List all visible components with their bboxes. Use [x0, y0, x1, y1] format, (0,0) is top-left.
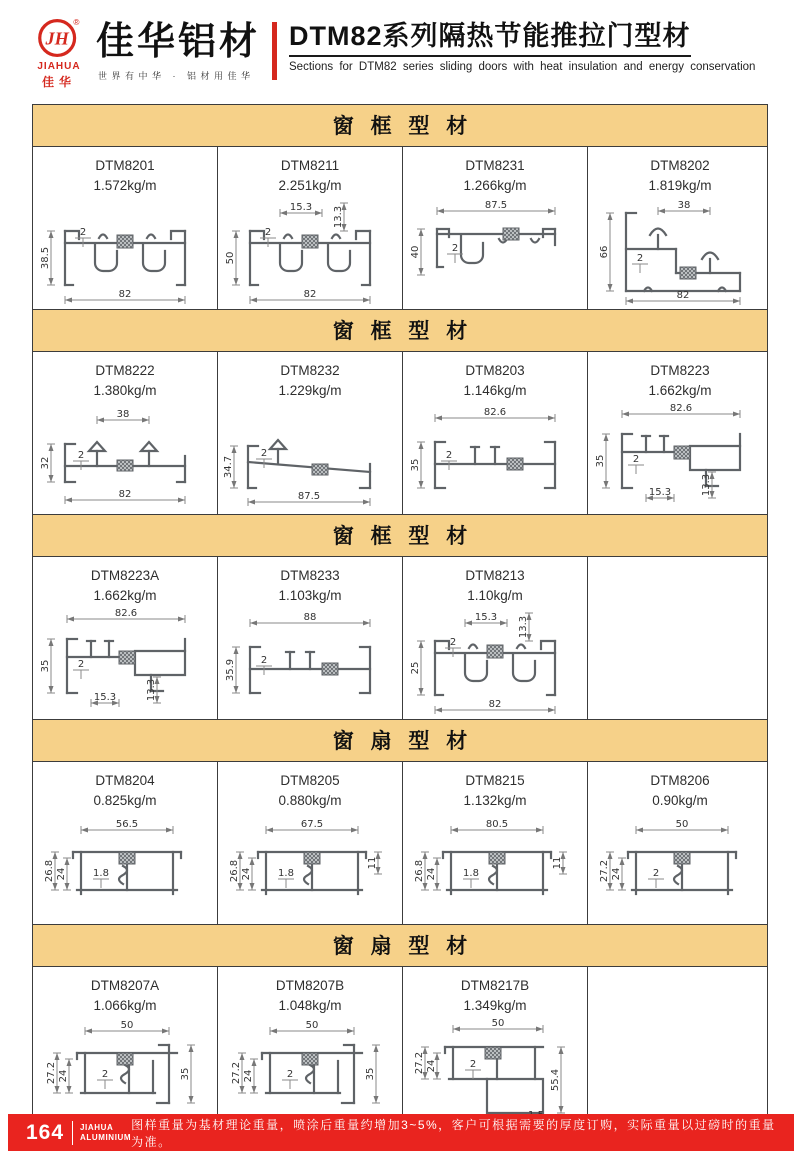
profile-cell	[588, 762, 772, 924]
profile-code: DTM8211	[280, 158, 340, 173]
dim-label: 24	[241, 867, 252, 880]
profile-drawing	[218, 812, 402, 924]
dim-label: 13.3	[518, 615, 529, 638]
dim-label: 80.5	[485, 818, 509, 830]
dim-label: 24	[243, 1069, 254, 1082]
dim-label: 82.6	[483, 406, 507, 418]
dim-label: 50	[675, 818, 689, 830]
profile-weight: 1.146kg/m	[463, 383, 527, 399]
dim-label: 24	[426, 867, 437, 880]
profile-cell	[403, 147, 588, 309]
profile-weight: 1.349kg/m	[463, 998, 527, 1014]
dim-label: 15.3	[648, 486, 672, 498]
dim-label: 24	[426, 1059, 437, 1072]
profile-cell	[588, 352, 772, 514]
profile-drawing	[33, 1017, 217, 1129]
profile-code: DTM8223	[650, 363, 710, 378]
dim-label: 2	[652, 867, 660, 879]
page-footer	[8, 1114, 794, 1151]
dim-label: 25	[410, 661, 421, 674]
footer-note: 图样重量为基材理论重量，喷涂后重量约增加3~5%，客户可根据需要的厚度订购，实际重量以过磅时的重量为准。	[131, 1117, 776, 1149]
section-title: 窗扇型材	[332, 730, 484, 753]
profile-drawing	[403, 812, 587, 924]
section-header	[32, 720, 768, 762]
jiahua-logo-icon	[37, 16, 81, 60]
footer-brand-line2: ALUMINIUM	[79, 1132, 132, 1142]
profile-drawing	[403, 402, 587, 514]
dim-label: 40	[410, 245, 421, 258]
dim-label: 2	[469, 1058, 477, 1070]
dim-label: 2	[79, 226, 87, 238]
registered-mark: ®	[73, 18, 80, 28]
dim-label: 2	[449, 636, 457, 648]
section-header	[32, 925, 768, 967]
dim-label: 1.8	[463, 867, 479, 879]
section-row	[32, 352, 768, 515]
dim-label: 82	[118, 288, 132, 300]
profile-drawing	[218, 1017, 402, 1129]
dim-label: 50	[120, 1019, 134, 1031]
dim-label: 82	[676, 289, 690, 301]
company-block	[96, 16, 260, 82]
dim-label: 66	[599, 245, 610, 258]
profile-code: DTM8205	[280, 773, 340, 788]
section-header	[32, 310, 768, 352]
dim-label: 2	[636, 252, 644, 264]
dim-label: 50	[225, 251, 236, 264]
profile-section	[32, 104, 768, 310]
dim-label: 15.3	[474, 611, 498, 623]
profile-code: DTM8215	[465, 773, 525, 788]
section-header	[32, 104, 768, 147]
profile-cell	[33, 557, 218, 719]
profile-code: DTM8207A	[90, 978, 160, 993]
dim-label: 2	[260, 654, 268, 666]
dim-label: 2	[445, 449, 453, 461]
profile-weight: 0.880kg/m	[278, 793, 342, 809]
dim-label: 35	[595, 454, 606, 467]
page-header	[0, 0, 800, 100]
profile-cell	[33, 762, 218, 924]
profile-weight: 1.380kg/m	[93, 383, 157, 399]
dim-label: 67.5	[300, 818, 324, 830]
profile-drawing	[218, 197, 402, 309]
profile-drawing	[218, 402, 402, 514]
dim-label: 87.5	[297, 490, 321, 502]
dim-label: 38	[677, 199, 691, 211]
profile-weight: 1.572kg/m	[93, 178, 157, 194]
dim-label: 24	[58, 1069, 69, 1082]
profile-code: DTM8201	[95, 158, 155, 173]
profile-table	[32, 104, 768, 1144]
dim-label: 27.2	[414, 1051, 425, 1074]
header-divider	[272, 22, 277, 80]
dim-label: 82	[118, 488, 132, 500]
section-title: 窗扇型材	[332, 935, 484, 958]
profile-drawing	[403, 607, 587, 719]
brand-logo	[30, 16, 88, 90]
section-row	[32, 557, 768, 720]
dim-label: 2	[264, 226, 272, 238]
dim-label: 13.3	[333, 205, 344, 228]
profile-drawing	[403, 197, 587, 309]
profile-cell	[588, 147, 772, 309]
dim-label: 26.8	[44, 859, 55, 882]
profile-cell	[218, 147, 403, 309]
profile-code: DTM8233	[280, 568, 340, 583]
footer-brand-line1: JIAHUA	[79, 1122, 114, 1132]
profile-weight: 1.048kg/m	[278, 998, 342, 1014]
dim-label: 27.2	[231, 1061, 242, 1084]
dim-label: 82.6	[114, 607, 138, 619]
dim-label: 2	[260, 447, 268, 459]
profile-section	[32, 925, 768, 1144]
dim-label: 2	[77, 658, 85, 670]
dim-label: 13.3	[146, 678, 157, 701]
svg-text:JH: JH	[45, 28, 69, 49]
profile-drawing	[33, 607, 217, 719]
brand-name-cn: 佳华	[41, 75, 76, 89]
dim-label: 35	[40, 659, 51, 672]
dim-label: 35	[410, 458, 421, 471]
profile-weight: 1.229kg/m	[278, 383, 342, 399]
dim-label: 2	[451, 242, 459, 254]
profile-section	[32, 720, 768, 925]
dim-label: 56.5	[115, 818, 139, 830]
dim-label: 38	[116, 408, 130, 420]
profile-cell	[403, 762, 588, 924]
dim-label: 2	[101, 1068, 109, 1080]
profile-weight: 2.251kg/m	[278, 178, 342, 194]
profile-drawing	[33, 402, 217, 514]
brand-name-en: JIAHUA	[37, 61, 81, 72]
profile-weight: 1.066kg/m	[93, 998, 157, 1014]
section-header	[32, 515, 768, 557]
profile-drawing	[33, 197, 217, 309]
section-title: 窗框型材	[332, 320, 484, 343]
dim-label: 32	[40, 456, 51, 469]
profile-cell	[33, 352, 218, 514]
profile-weight: 1.662kg/m	[93, 588, 157, 604]
dim-label: 87.5	[484, 199, 508, 211]
dim-label: 88	[303, 611, 317, 623]
profile-code: DTM8222	[95, 363, 155, 378]
profile-code: DTM8204	[95, 773, 155, 788]
profile-cell	[218, 352, 403, 514]
profile-code: DTM8232	[280, 363, 340, 378]
company-slogan: 世界有中华 · 铝材用佳华	[98, 70, 255, 81]
profile-drawing	[33, 812, 217, 924]
profile-weight: 1.10kg/m	[467, 588, 523, 604]
footer-separator	[72, 1121, 73, 1145]
dim-label: 82	[488, 698, 502, 710]
profile-drawing	[403, 1017, 587, 1129]
profile-drawing	[588, 402, 772, 514]
dim-label: 24	[56, 867, 67, 880]
profile-weight: 1.266kg/m	[463, 178, 527, 194]
dim-label: 15.3	[93, 691, 117, 703]
section-title: 窗框型材	[332, 525, 484, 548]
profile-cell	[33, 147, 218, 309]
dim-label: 11	[552, 856, 563, 869]
profile-drawing	[218, 607, 402, 719]
profile-weight: 0.825kg/m	[93, 793, 157, 809]
dim-label: 1.8	[278, 867, 294, 879]
profile-code: DTM8231	[465, 158, 525, 173]
profile-weight: 1.819kg/m	[648, 178, 712, 194]
section-row	[32, 147, 768, 310]
profile-code: DTM8206	[650, 773, 710, 788]
dim-label: 13.3	[701, 473, 712, 496]
profile-weight: 1.103kg/m	[278, 588, 342, 604]
dim-label: 1.8	[93, 867, 109, 879]
dim-label: 82.6	[669, 402, 693, 414]
dim-label: 11	[367, 856, 378, 869]
profile-weight: 1.662kg/m	[648, 383, 712, 399]
dim-label: 35.9	[225, 658, 236, 681]
dim-label: 34.7	[223, 455, 234, 478]
profile-drawing	[588, 197, 772, 309]
profile-section	[32, 310, 768, 515]
dim-label: 2	[632, 453, 640, 465]
dim-label: 55.4	[550, 1068, 561, 1091]
empty-cell	[588, 557, 767, 719]
dim-label: 2	[286, 1068, 294, 1080]
dim-label: 15.3	[289, 201, 313, 213]
dim-label: 38.5	[40, 246, 51, 269]
dim-label: 2	[77, 449, 85, 461]
profile-code: DTM8223A	[90, 568, 160, 583]
profile-section	[32, 515, 768, 720]
page-number: 164	[26, 1120, 65, 1144]
profile-code: DTM8203	[465, 363, 525, 378]
profile-cell	[218, 557, 403, 719]
dim-label: 50	[491, 1017, 505, 1029]
dim-label: 35	[365, 1067, 376, 1080]
title-block	[289, 16, 755, 73]
section-row	[32, 762, 768, 925]
profile-weight: 0.90kg/m	[652, 793, 708, 809]
profile-cell	[403, 557, 588, 719]
profile-cell	[218, 762, 403, 924]
profile-code: DTM8217B	[460, 978, 530, 993]
profile-code: DTM8202	[650, 158, 710, 173]
dim-label: 26.8	[414, 859, 425, 882]
company-name: 佳华铝材	[96, 21, 261, 63]
section-title: 窗框型材	[332, 115, 484, 138]
dim-label: 27.2	[46, 1061, 57, 1084]
dim-label: 24	[611, 867, 622, 880]
profile-drawing	[588, 812, 772, 924]
profile-code: DTM8213	[465, 568, 525, 583]
dim-label: 27.2	[599, 859, 610, 882]
profile-code: DTM8207B	[275, 978, 345, 993]
dim-label: 82	[303, 288, 317, 300]
dim-label: 26.8	[229, 859, 240, 882]
profile-cell	[403, 352, 588, 514]
dim-label: 50	[305, 1019, 319, 1031]
dim-label: 35	[180, 1067, 191, 1080]
profile-weight: 1.132kg/m	[463, 793, 527, 809]
page-title: DTM82系列隔热节能推拉门型材	[289, 20, 691, 57]
page-subtitle: Sections for DTM82 series sliding doors with heat insulation and energy conservation	[289, 61, 756, 74]
footer-brand	[80, 1123, 131, 1143]
